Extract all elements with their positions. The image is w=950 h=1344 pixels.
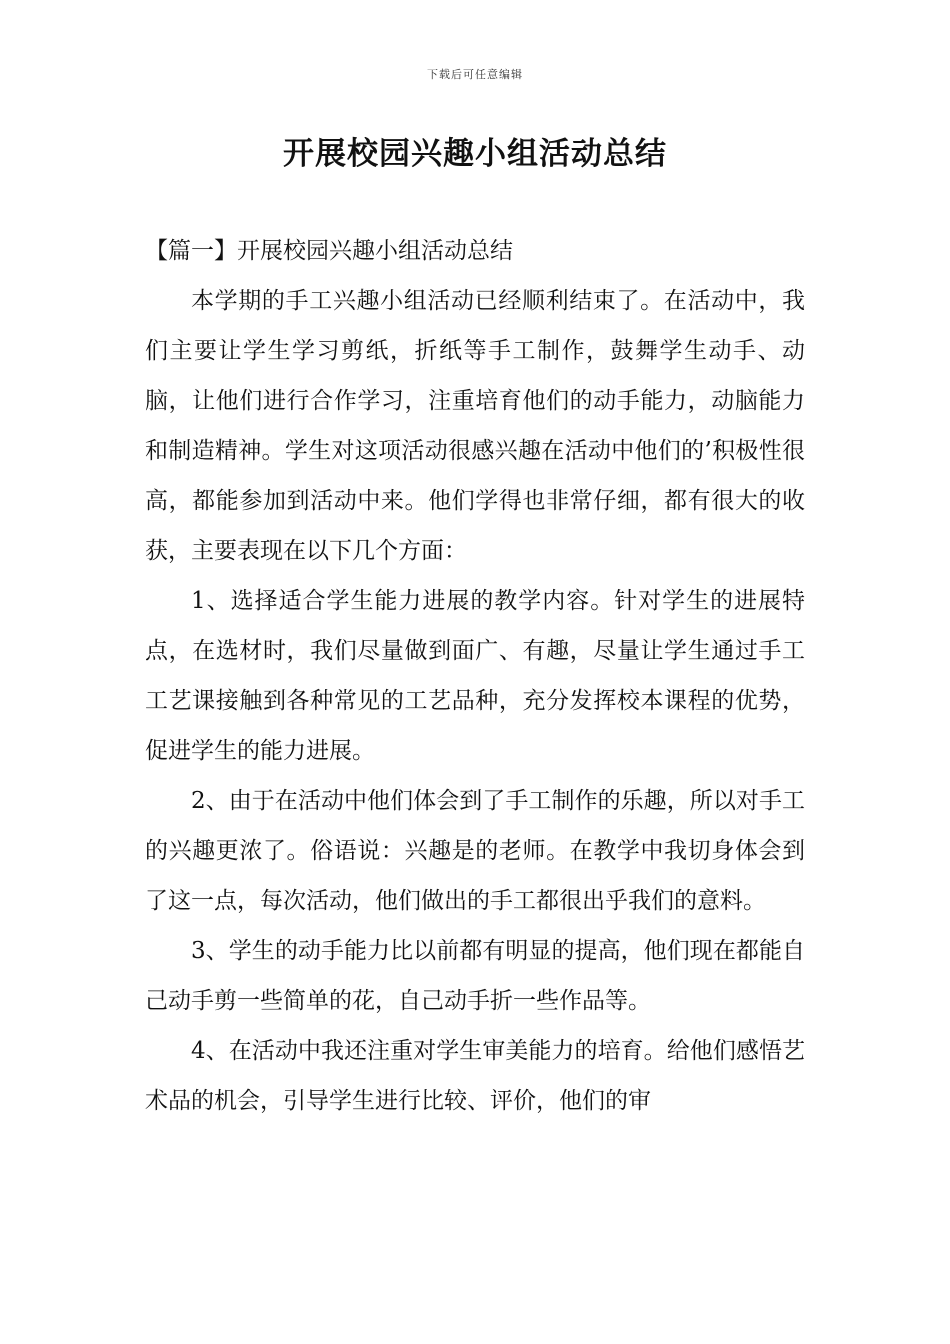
paragraph-intro: 本学期的手工兴趣小组活动已经顺利结束了。在活动中，我们主要让学生学习剪纸，折纸等手工制作，鼓舞学生动手、动脑，让他们进行合作学习，注重培育他们的动手能力，动脑能力和制造精神。学生对这项活动很感兴趣在活动中他们的’积极性很高，都能参加到活动中来。他们学得也非常仔细，都有很大的收获，主要表现在以下几个方面： xyxy=(145,288,805,564)
paragraph-point-1: 1、选择适合学生能力进展的教学内容。针对学生的进展特点，在选材时，我们尽量做到面广、有趣，尽量让学生通过手工工艺课接触到各种常见的工艺品种，充分发挥校本课程的优势，促进学生的能力进展。 xyxy=(145,588,805,764)
paragraph-point-3: 3、学生的动手能力比以前都有明显的提高，他们现在都能自己动手剪一些简单的花，自己动手折一些作品等。 xyxy=(145,938,805,1014)
section-heading: 【篇一】开展校园兴趣小组活动总结 xyxy=(145,238,513,264)
paragraph-point-2: 2、由于在活动中他们体会到了手工制作的乐趣，所以对手工的兴趣更浓了。俗语说：兴趣是的老师。在教学中我切身体会到了这一点，每次活动，他们做出的手工都很出乎我们的意料。 xyxy=(145,788,805,914)
paragraph-point-4: 4、在活动中我还注重对学生审美能力的培育。给他们感悟艺术品的机会，引导学生进行比较、评价，他们的审 xyxy=(145,1038,805,1114)
document-title: 开展校园兴趣小组活动总结 xyxy=(283,136,667,172)
header-note: 下载后可任意编辑 xyxy=(427,68,523,81)
document-body xyxy=(145,226,805,1126)
